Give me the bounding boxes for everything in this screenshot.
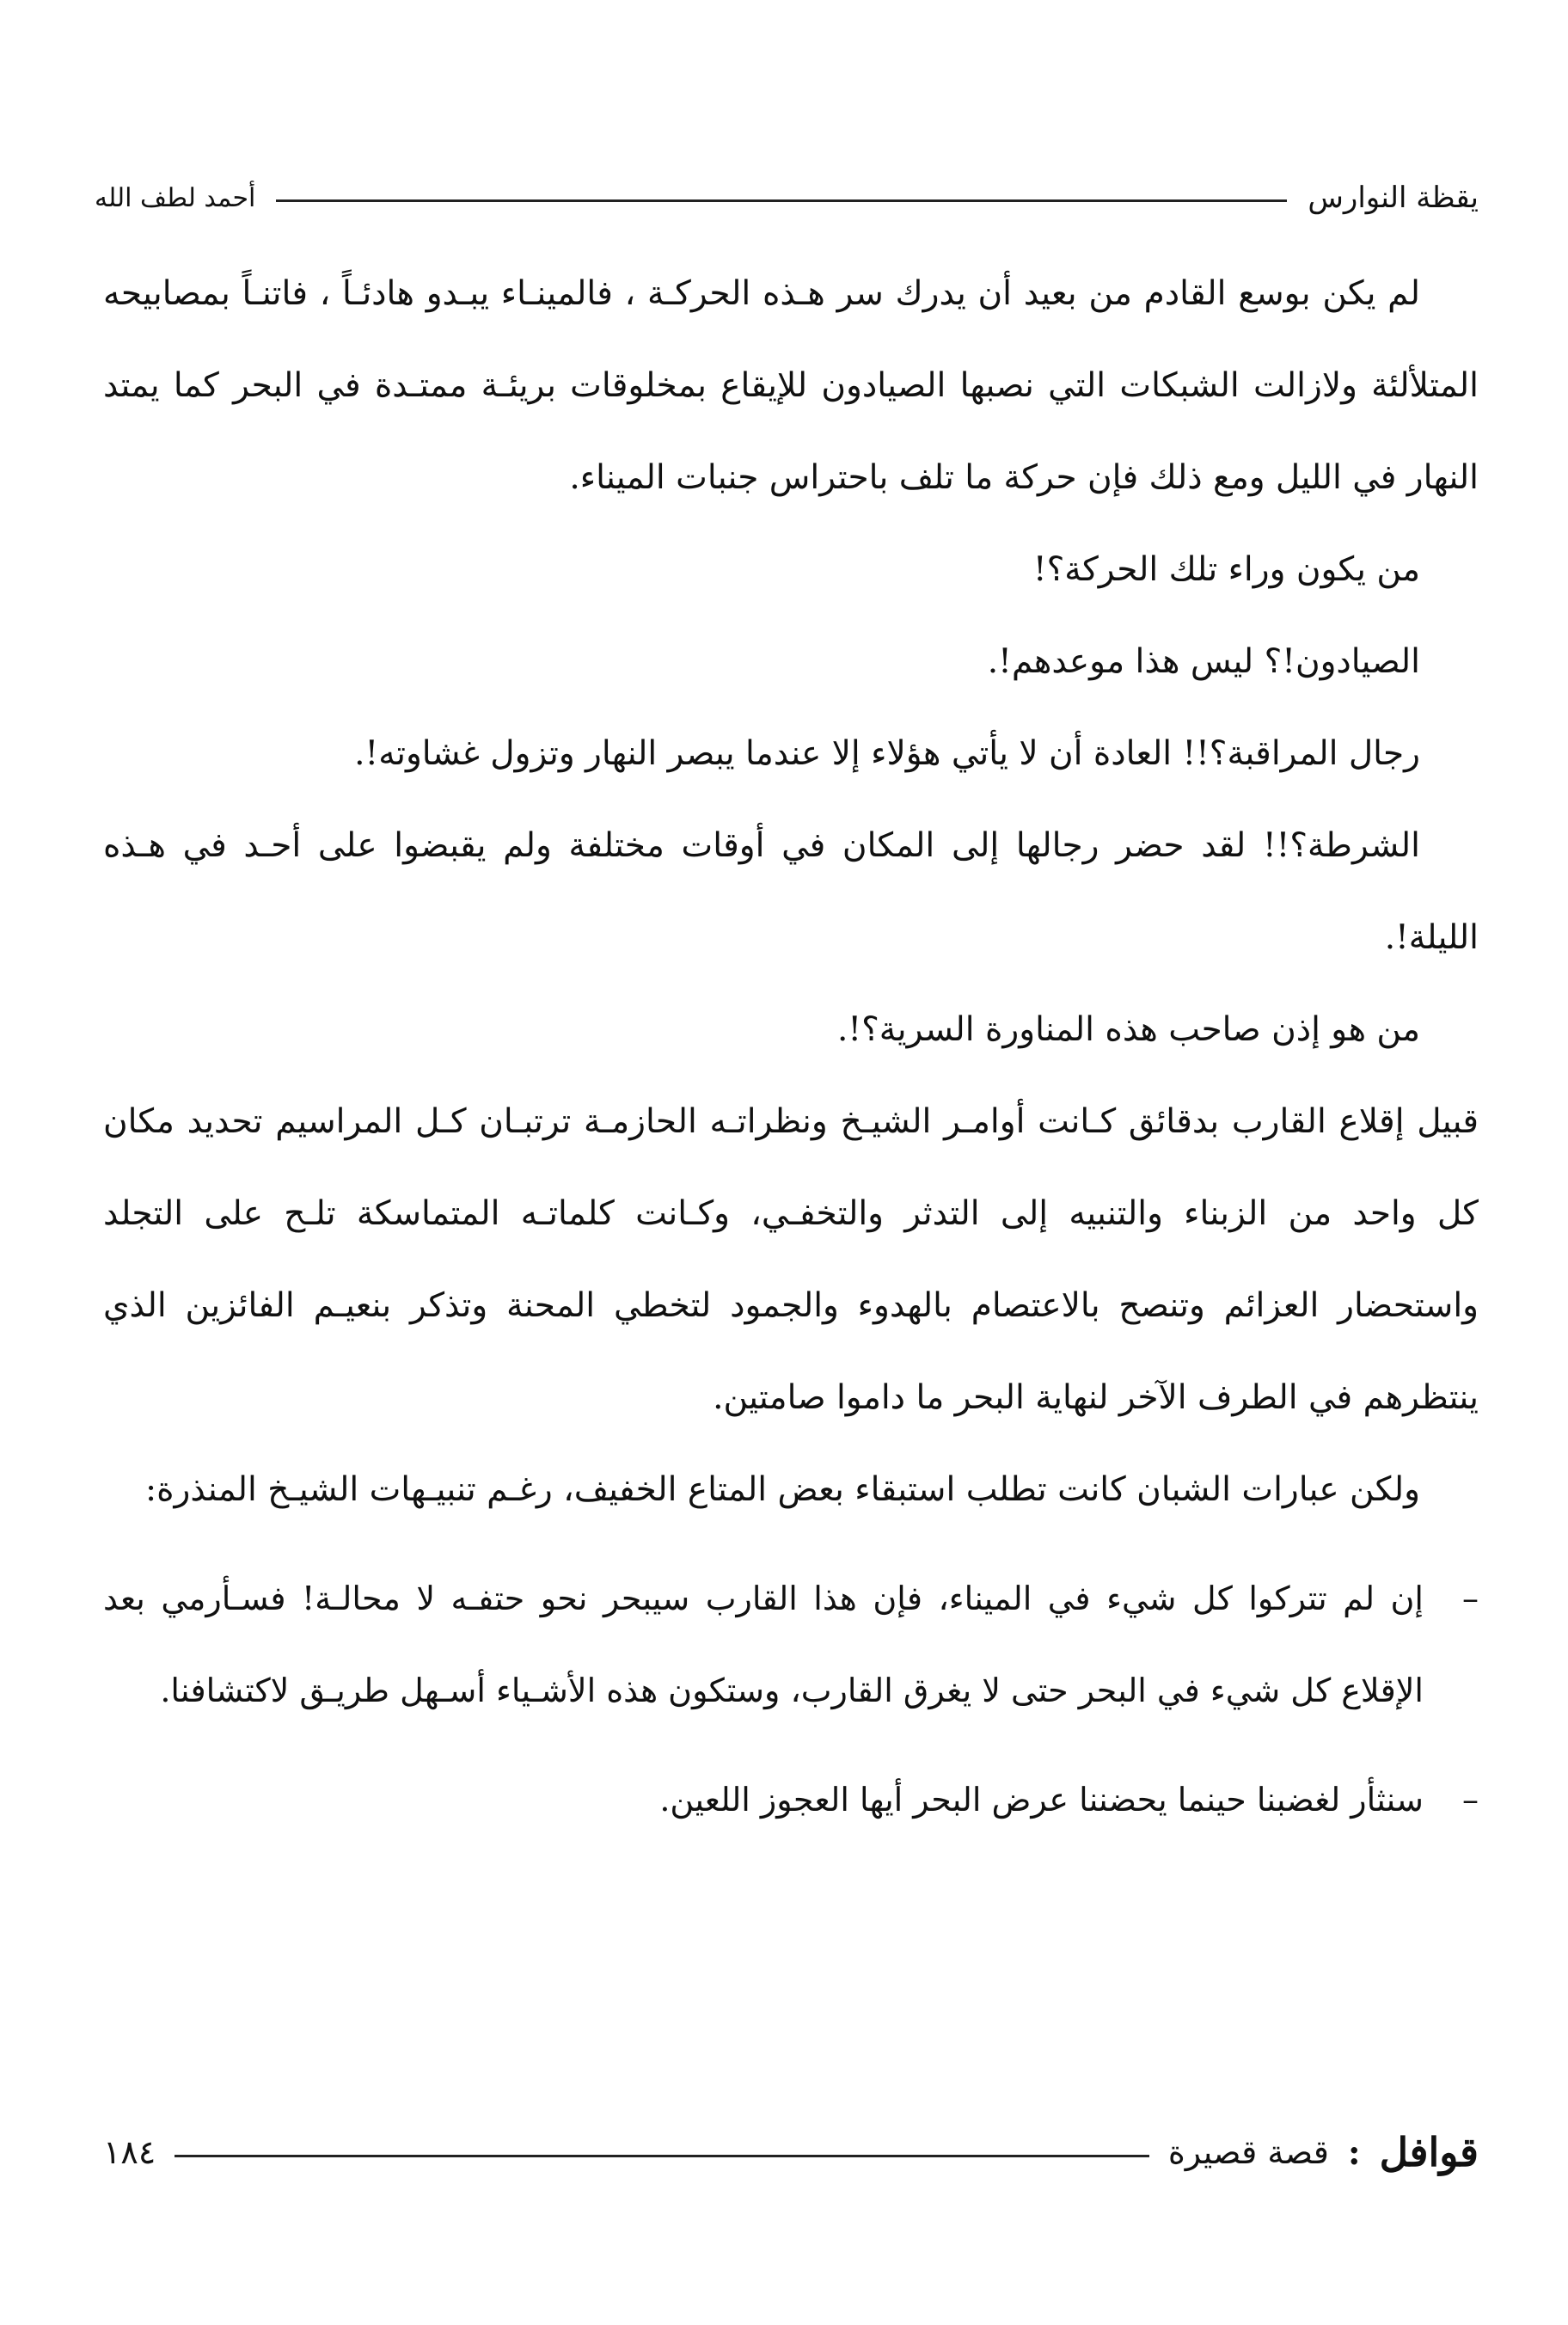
running-header <box>95 172 1479 224</box>
paragraph: رجال المراقبة؟!! العادة أن لا يأتي هؤلاء إلا عندما يبصر النهار وتزول غشاوته!. <box>354 734 1420 773</box>
story-text <box>103 248 1479 1846</box>
footer-rule <box>175 2155 1149 2157</box>
paragraph: من هو إذن صاحب هذه المناورة السرية؟!. <box>837 1010 1420 1049</box>
paragraph: قبيل إقلاع القارب بدقائق كـانت أوامـر الشيـخ ونظراتـه الحازمـة ترتبـان كـل المراسيم تحديد مكان كل واحد من الزبناء والتنبيه إلى التدثر والتخفـي، وكـانت كلماتـه المتماسكة تلـح على التجلد واستحضار العزائم وتنصح بالاعتصام بالهدوء والجمود لتخطي المحنة وتذكر بنعيـم الفائزين الذي ينتظرهم في الطرف الآخر لنهاية البحر ما داموا صامتين. <box>103 1102 1479 1417</box>
dialogue-dash: – <box>1462 1580 1479 1617</box>
dialogue-line <box>103 1553 1479 1737</box>
dialogue-dash: – <box>1462 1781 1479 1819</box>
dialogue-text: سنثأر لغضبنا حينما يحضننا عرض البحر أيها العجوز اللعين. <box>659 1781 1424 1819</box>
header-book-title: يقظة النوارس <box>1308 181 1479 215</box>
footer-section-name: قصة قصيرة <box>1167 2133 1329 2171</box>
paragraph: ولكن عبارات الشبان كانت تطلب استبقاء بعض المتاع الخفيف، رغـم تنبيـهات الشيـخ المنذرة: <box>144 1470 1420 1509</box>
paragraph: الصيادون!؟ ليس هذا موعدهم!. <box>987 642 1420 681</box>
paragraph: لم يكن بوسع القادم من بعيد أن يدرك سر هـذه الحركـة ، فالمينـاء يبـدو هادئـاً ، فاتنـاً بمصابيحه المتلألئة ولازالت الشبكات التي نصبها الصيادون للإيقاع بمخلوقات بريئـة ممتـدة في البحر كما يمتد النهار في الليل ومع ذلك فإن حركة ما تلف باحتراس جنبات الميناء. <box>103 274 1479 497</box>
header-author: أحمد لطف الله <box>95 182 256 213</box>
footer-separator: : <box>1347 2132 1361 2173</box>
footer-magazine-name: قوافل <box>1379 2129 1479 2175</box>
header-rule <box>276 199 1287 202</box>
paragraph: من يكون وراء تلك الحركة؟! <box>1032 550 1420 589</box>
page-number: ١٨٤ <box>103 2133 156 2171</box>
dialogue-line <box>103 1754 1479 1846</box>
page-footer <box>103 2122 1479 2182</box>
paragraph: الشرطة؟!! لقد حضر رجالها إلى المكان في أوقات مختلفة ولم يقبضوا على أحـد في هـذه الليلة!. <box>103 826 1479 957</box>
dialogue-text: إن لم تتركوا كل شيء في الميناء، فإن هذا القارب سيبحر نحو حتفـه لا محالـة! فسـأرمي بعد الإقلاع كل شيء في البحر حتى لا يغرق القارب، وستكون هذه الأشـياء أسـهل طريـق لاكتشافنا. <box>103 1580 1424 1709</box>
